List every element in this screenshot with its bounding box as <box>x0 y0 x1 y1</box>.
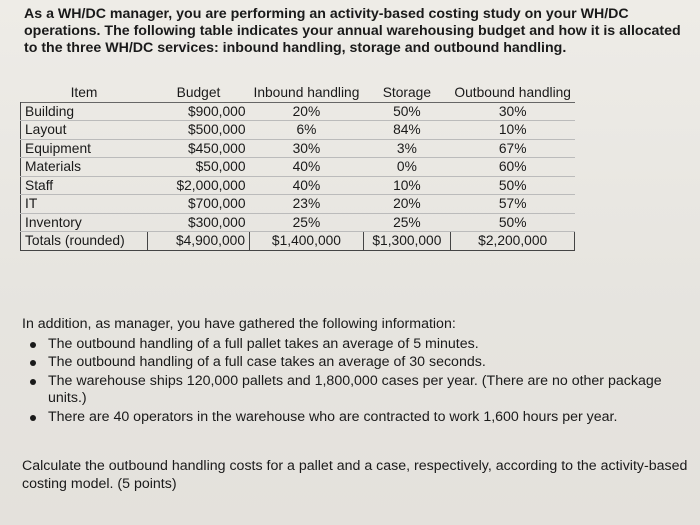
row-item: Building <box>21 102 148 121</box>
row-storage: 50% <box>363 102 450 121</box>
header-item: Item <box>70 85 98 100</box>
totals-storage: $1,300,000 <box>363 232 450 251</box>
table-row <box>21 176 575 195</box>
row-inbound: 6% <box>250 121 364 140</box>
header-storage: Storage <box>382 85 432 100</box>
header-budget: Budget <box>176 85 221 100</box>
row-outbound: 50% <box>450 213 575 232</box>
row-outbound: 30% <box>450 102 575 121</box>
row-outbound: 10% <box>450 121 575 140</box>
row-budget: $700,000 <box>148 195 250 214</box>
header-inbound: Inbound handling <box>253 85 360 100</box>
table-row <box>21 213 575 232</box>
table-row <box>21 139 575 158</box>
row-storage: 20% <box>363 195 450 214</box>
row-inbound: 25% <box>250 213 364 232</box>
table-row <box>21 158 575 177</box>
row-storage: 3% <box>363 139 450 158</box>
budget-allocation-table <box>20 84 575 251</box>
row-budget: $2,000,000 <box>148 176 250 195</box>
row-inbound: 20% <box>250 102 364 121</box>
row-inbound: 30% <box>250 139 364 158</box>
row-outbound: 50% <box>450 176 575 195</box>
additional-info <box>22 316 694 427</box>
info-bullet-list <box>22 336 694 427</box>
table-totals-row <box>21 232 575 251</box>
row-storage: 25% <box>363 213 450 232</box>
row-storage: 10% <box>363 176 450 195</box>
header-outbound: Outbound handling <box>454 85 571 100</box>
totals-budget: $4,900,000 <box>148 232 250 251</box>
row-item: Inventory <box>21 213 148 232</box>
bullet-dot-icon <box>30 379 36 385</box>
bullet-dot-icon <box>30 342 36 348</box>
row-item: Equipment <box>21 139 148 158</box>
row-storage: 0% <box>363 158 450 177</box>
totals-label: Totals (rounded) <box>21 232 148 251</box>
row-inbound: 23% <box>250 195 364 214</box>
bullet-dot-icon <box>30 415 36 421</box>
info-lead: In addition, as manager, you have gathered the following information: <box>22 316 456 332</box>
row-storage: 84% <box>363 121 450 140</box>
row-budget: $900,000 <box>148 102 250 121</box>
row-budget: $450,000 <box>148 139 250 158</box>
info-bullet: There are 40 operators in the warehouse who are contracted to work 1,600 hours per year. <box>22 409 694 427</box>
row-budget: $500,000 <box>148 121 250 140</box>
row-item: Layout <box>21 121 148 140</box>
table-row <box>21 195 575 214</box>
table-row <box>21 121 575 140</box>
info-bullet: The outbound handling of a full case takes an average of 30 seconds. <box>22 354 694 372</box>
totals-inbound: $1,400,000 <box>250 232 364 251</box>
row-budget: $300,000 <box>148 213 250 232</box>
table-row <box>21 102 575 121</box>
row-budget: $50,000 <box>148 158 250 177</box>
row-outbound: 67% <box>450 139 575 158</box>
row-item: Materials <box>21 158 148 177</box>
totals-outbound: $2,200,000 <box>450 232 575 251</box>
row-item: IT <box>21 195 148 214</box>
info-bullet: The warehouse ships 120,000 pallets and 1,800,000 cases per year. (There are no other package units.) <box>22 373 694 408</box>
intro-paragraph: As a WH/DC manager, you are performing an activity-based costing study on your WH/DC operations. The following table indicates your annual warehousing budget and how it is allocated to the three WH/DC services: inbound handling, storage and outbound handling. <box>24 6 681 56</box>
row-outbound: 60% <box>450 158 575 177</box>
row-item: Staff <box>21 176 148 195</box>
row-inbound: 40% <box>250 176 364 195</box>
bullet-dot-icon <box>30 360 36 366</box>
question-text: Calculate the outbound handling costs for a pallet and a case, respectively, according to the activity-based costing model. (5 points) <box>22 458 688 492</box>
row-inbound: 40% <box>250 158 364 177</box>
info-bullet: The outbound handling of a full pallet takes an average of 5 minutes. <box>22 336 694 354</box>
row-outbound: 57% <box>450 195 575 214</box>
table-header-row <box>21 84 575 102</box>
